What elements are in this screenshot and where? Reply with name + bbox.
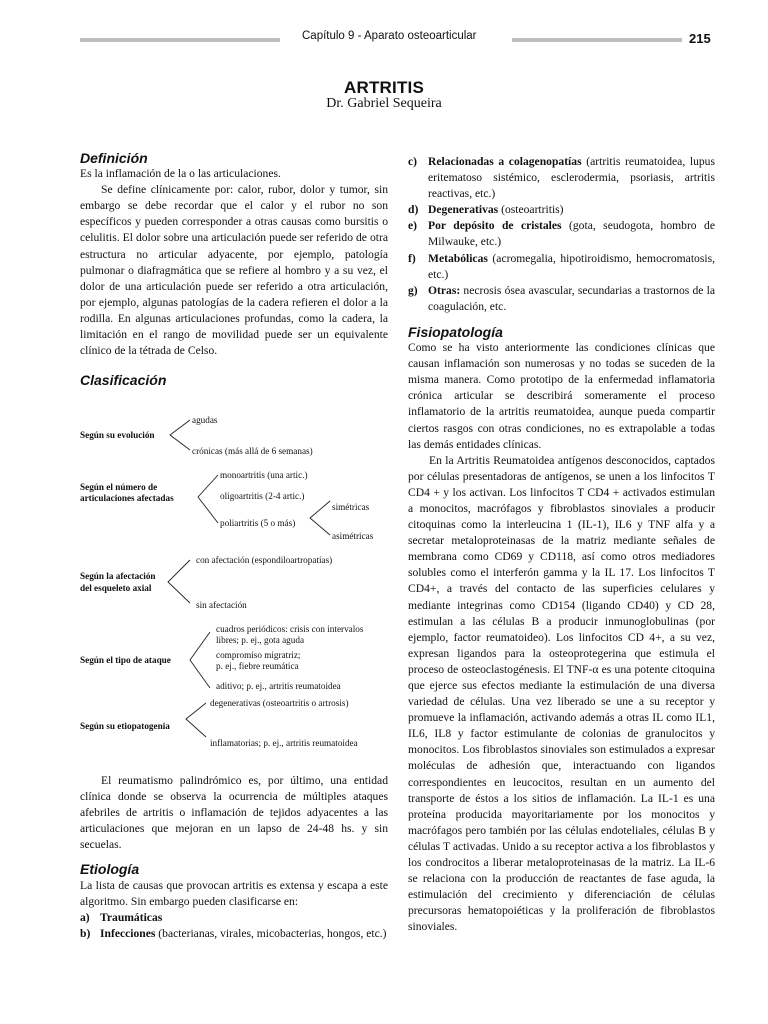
etiologia-item-a: a) Traumáticas [80,910,163,924]
etiologia-item-g: g) Otras: necrosis ósea avascular, secundarias a trastornos de la coagulación, etc. [408,283,715,313]
evolucion-label: Según su evolución [80,430,155,440]
evolucion-agudas: agudas [192,415,218,425]
section-heading-etiologia: Etiología [80,861,140,878]
section-heading-clasificacion: Clasificación [80,372,167,389]
evolucion-cronicas: crónicas (más allá de 6 semanas) [192,446,313,456]
ataque-a1: cuadros periódicos: crisis con intervalos [216,624,364,634]
etiologia-item-f: f) Metabólicas (acromegalia, hipotiroidismo, hemocromatosis, etc.) [408,251,715,281]
numero-asimetricas: asimétricas [332,531,374,541]
numero-label-2: articulaciones afectadas [80,493,174,503]
page-number: 215 [689,31,711,46]
numero-oligo: oligoartritis (2-4 artic.) [220,491,305,501]
section-heading-fisiopatologia: Fisiopatología [408,323,503,340]
axial-sin: sin afectación [196,600,247,610]
numero-poli: poliartritis (5 o más) [220,518,296,528]
header-rule-left [80,38,280,42]
etiologia-item-b: b) Infecciones (bacterianas, virales, micobacterias, hongos, etc.) [80,926,387,940]
axial-label-1: Según la afectación [80,571,156,581]
etiopatogenia-label: Según su etiopatogenia [80,721,170,731]
numero-mono: monoartritis (una artic.) [220,470,308,480]
etiologia-item-c: c) Relacionadas a colagenopatías (artritis reumatoidea, lupus eritematoso sistémico, esclerodermia, psoriasis, artritis reactivas, etc.) [408,155,715,201]
definicion-paragraph-2: Se define clínicamente por: calor, rubor, dolor y tumor, sin embargo se debe recordar que el calor y el rubor no son específicos y pueden corresponder a otras causas como bursitis o celulitis. El dolor sobre una articulación puede ser referido de otra estructura no articular adyacente, por ejemplo, patología pulmonar o diafragmática que se refiere al hombro y a su vez, el dolor de una articulación puede ser referido a otra articulación, por ejemplo, algunas patologías de la cadera refieren el dolor a la rodilla. En algunas articulaciones profundas, como la cadera, la limitación en el rango de movilidad puede ser un equivalente clínico de la tétrada de Celso. [80,183,388,358]
header-rule-right [512,38,682,42]
left-column-bottom [80,773,388,942]
etiologia-item-e: e) Por depósito de cristales (gota, seudogota, hombro de Milwauke, etc.) [408,219,715,249]
right-column [408,154,715,936]
ataque-b1: compromiso migratriz; [216,650,301,660]
axial-label-2: del esqueleto axial [80,583,152,593]
fisiopatologia-paragraph-2: En la Artritis Reumatoidea antígenos desconocidos, captados por células presentadoras de antígenos, se unen a los linfocitos T CD4 + y los activan. Los linfocitos T CD4 + activados estimulan a monocitos, macrófagos y fibroblastos sinoviales a producir citoquinas como la interleucina 1 (IL-1), IL6 y TNF alfa y a secretar metaloproteinasas de la matriz mediante señales de membrana como CD69 y CD118, así como otros mediadores solubles como el interferón gamma y la IL 17. Los linfocitos T CD4+, a través del contacto de las superficies celulares y mediante integrinas como CD154 (ligando CD40) y CD 28, estimulan a las células B a producir inmunoglobulinas (por ejemplo, factor reumatoideo). Los linfocitos CD 4+, a su vez, expresan ligandos para la osteoprotegerina que estimula el proceso de osteoclastogénesis. El TNF-α es una potente citoquina que ejerce sus efectos mediante la estimulación de una diversa variedad de células. Una vez liberado se une a su receptor y promueve la inflamación, activando además a otras IL como IL1, IL6, IL8 y factor estimulante de colonias de granulocitos y monocitos. Los fibroblastos sinoviales son estimulados a expresar moléculas de adhesión que, interactuando con ligandos correspondientes en leucocitos, resultan en un aumento del transporte de éstos a los sitios de inflamación. La IL-1 es una proteína producida mayoritariamente por los monocitos y macrófagos pero también por las células endoteliales, células B y células T activadas. Unido a su receptor activa a los fibroblastos y los condrocitos a liberar metaloproteinasas de la matriz. La IL-6 se relaciona con la producción de reactantes de fase aguda, la estimulación del crecimiento y diferenciación de células precursoras hematopoiéticas y la proliferación de fibroblastos sinoviales. [408,453,715,934]
etiologia-item-d: d) Degenerativas (osteoartritis) [408,203,564,217]
article-title: ARTRITIS [344,78,424,97]
ataque-b2: p. ej., fiebre reumática [216,661,299,671]
etiopatogenia-b: inflamatorias; p. ej., artritis reumatoidea [210,738,358,748]
fisiopatologia-paragraph-1: Como se ha visto anteriormente las condiciones clínicas que causan inflamación son numerosas y no todas se suceden de la misma manera. Como prototipo de la enfermedad inflamatoria crónica articular se describirá someramente el proceso inflamatorio de la artritis reumatoidea, aunque pueda compartir ciertos rasgos con otras condiciones, no es extrapolable a todas las demás entidades clínicas. [408,341,715,451]
axial-con: con afectación (espondiloartropatías) [196,555,333,565]
numero-simetricas: simétricas [332,502,370,512]
etiopatogenia-a: degenerativas (osteoartritis o artrosis) [210,698,349,708]
numero-label-1: Según el número de [80,482,158,492]
definicion-paragraph-1: Es la inflamación de la o las articulaciones. [80,167,281,181]
chapter-header: Capítulo 9 - Aparato osteoarticular [302,30,477,42]
classification-diagram [80,405,400,765]
ataque-a2: libres; p. ej., gota aguda [216,635,305,645]
ataque-c: aditivo; p. ej., artritis reumatoidea [216,681,341,691]
ataque-label: Según el tipo de ataque [80,655,171,665]
palindromico-paragraph: El reumatismo palindrómico es, por último, una entidad clínica donde se observa la ocurrencia de múltiples ataques afebriles de artritis o inflamación de tejidos adyacentes a las articulaciones que mejoran en un lapso de 24-48 hs. y sin secuelas. [80,774,388,852]
left-column-top [80,150,388,388]
etiologia-paragraph: La lista de causas que provocan artritis es extensa y escapa a este algoritmo. Sin embargo pueden clasificarse en: [80,878,388,908]
article-author: Dr. Gabriel Sequeira [326,96,442,111]
section-heading-definicion: Definición [80,150,148,166]
